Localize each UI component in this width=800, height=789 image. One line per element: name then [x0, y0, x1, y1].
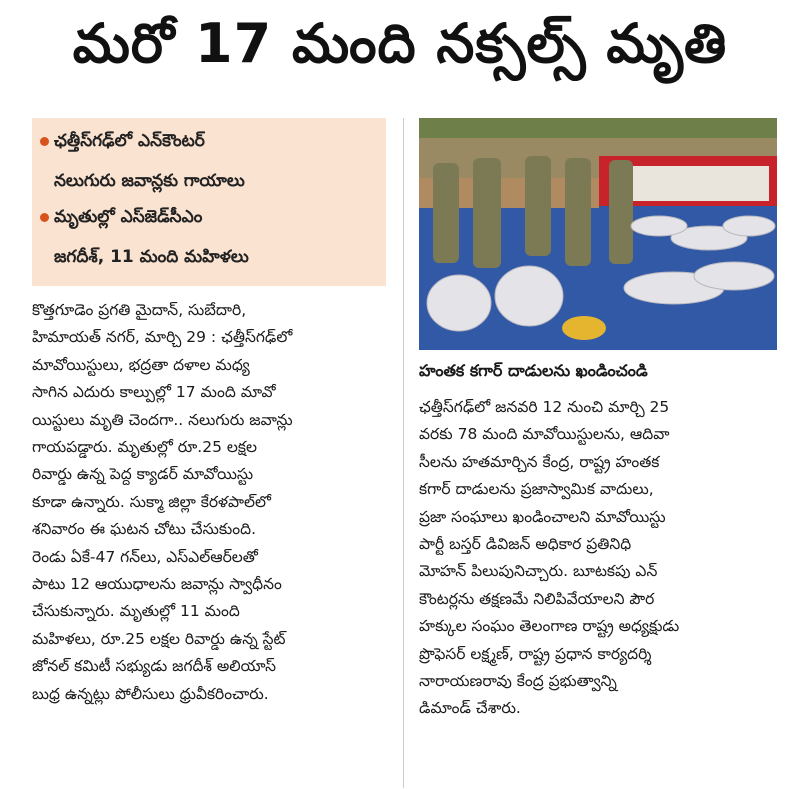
text-line: సాగిన ఎదురు కాల్పుల్లో 17 మంది మావో — [32, 383, 276, 402]
text-line: హక్కుల సంఘం తెలంగాణ రాష్ట్ర అధ్యక్షుడు — [419, 617, 680, 636]
highlight-box — [32, 118, 386, 286]
bullet-icon — [40, 213, 49, 222]
text-line: మహిళలు, రూ.25 లక్షల రివార్డు ఉన్న స్టేట్‌ — [32, 629, 286, 648]
text-line: రెండు ఏకే-47 గన్‌లు, ఎస్‌ఎల్‌ఆర్‌లతో — [32, 547, 258, 566]
text-line: బుధ్ర ఉన్నట్లు పోలీసులు ధ్రువీకరించారు. — [32, 684, 269, 703]
caption: హంతక కగార్‌ దాడులను ఖండించండి — [419, 361, 648, 380]
news-photo — [419, 118, 777, 350]
text-line: మోహన్‌ పిలుపునిచ్చారు. బూటకపు ఎన్‌ — [419, 562, 658, 581]
text-line: యిస్టులు మృతి చెందగా.. నలుగురు జవాన్లు — [32, 410, 293, 429]
text-line: హిమాయత్‌ నగర్‌, మార్చి 29 : ఛత్తీస్‌గఢ్‌లో — [32, 328, 293, 347]
text-line: సీలను హతమార్చిన కేంద్ర, రాష్ట్ర హంతక — [419, 452, 660, 471]
text-line: పార్టీ బస్తర్‌ డివిజన్‌ అధికార ప్రతినిధి — [419, 535, 632, 554]
text-line: గాయపడ్డారు. మృతుల్లో రూ.25 లక్షల — [32, 438, 257, 457]
article-right-column — [419, 394, 777, 723]
text-line: వరకు 78 మంది మావోయిస్టులను, ఆదివా — [419, 425, 670, 444]
text-line: కొత్తగూడెం ప్రగతి మైదాన్‌, సుబేదారి, — [32, 301, 247, 319]
text-line: కౌంటర్లను తక్షణమే నిలిపివేయాలని పౌర — [419, 589, 655, 608]
photo-scene — [419, 118, 777, 350]
highlight-2-line2: జగదీశ్‌, 11 మంది మహిళలు — [54, 247, 249, 267]
highlight-1-line2: నలుగురు జవాన్లకు గాయాలు — [54, 171, 245, 191]
text-line: ఛత్తీస్‌గఢ్‌లో జనవరి 12 నుంచి మార్చి 25 — [419, 398, 670, 416]
bullet-icon — [40, 137, 49, 146]
text-line: కగార్‌ దాడులను ప్రజాస్వామిక వాదులు, — [419, 480, 654, 499]
text-line: చేసుకున్నారు. మృతుల్లో 11 మంది — [32, 602, 240, 621]
highlight-2-line1: మృతుల్లో ఎస్‌జెడ్‌సీఎం — [54, 207, 203, 227]
text-line: పాటు 12 ఆయుధాలను జవాన్లు స్వాధీనం — [32, 575, 282, 594]
article-left-column — [32, 297, 388, 708]
text-line: ప్రజా సంఘాలు ఖండించాలని మావోయిస్టు — [419, 507, 666, 526]
text-line: శనివారం ఈ ఘటన చోటు చేసుకుంది. — [32, 520, 256, 539]
highlight-1-line1: ఛత్తీస్‌గఢ్‌లో ఎన్‌కౌంటర్‌ — [54, 131, 205, 151]
text-line: కూడా ఉన్నారు. సుక్మా జిల్లా కేరళపాల్‌లో — [32, 492, 271, 511]
text-line: డిమాండ్‌ చేశారు. — [419, 699, 521, 718]
text-line: ప్రొఫెసర్‌ లక్ష్మణ్‌, రాష్ట్ర ప్రధాన కార్యదర్శి — [419, 644, 652, 663]
text-line: జోనల్‌ కమిటీ సభ్యుడు జగదీశ్‌ అలియాస్‌ — [32, 657, 276, 676]
text-line: నారాయణరావు కేంద్ర ప్రభుత్వాన్ని — [419, 672, 617, 691]
headline: మరో 17 మంది నక్సల్స్‌ మృతి — [72, 12, 728, 75]
text-line: రివార్డు ఉన్న పెద్ద క్యాడర్‌ మావోయిస్టు — [32, 465, 254, 484]
text-line: మావోయిస్టులు, భద్రతా దళాల మధ్య — [32, 355, 250, 374]
column-divider — [403, 118, 404, 788]
